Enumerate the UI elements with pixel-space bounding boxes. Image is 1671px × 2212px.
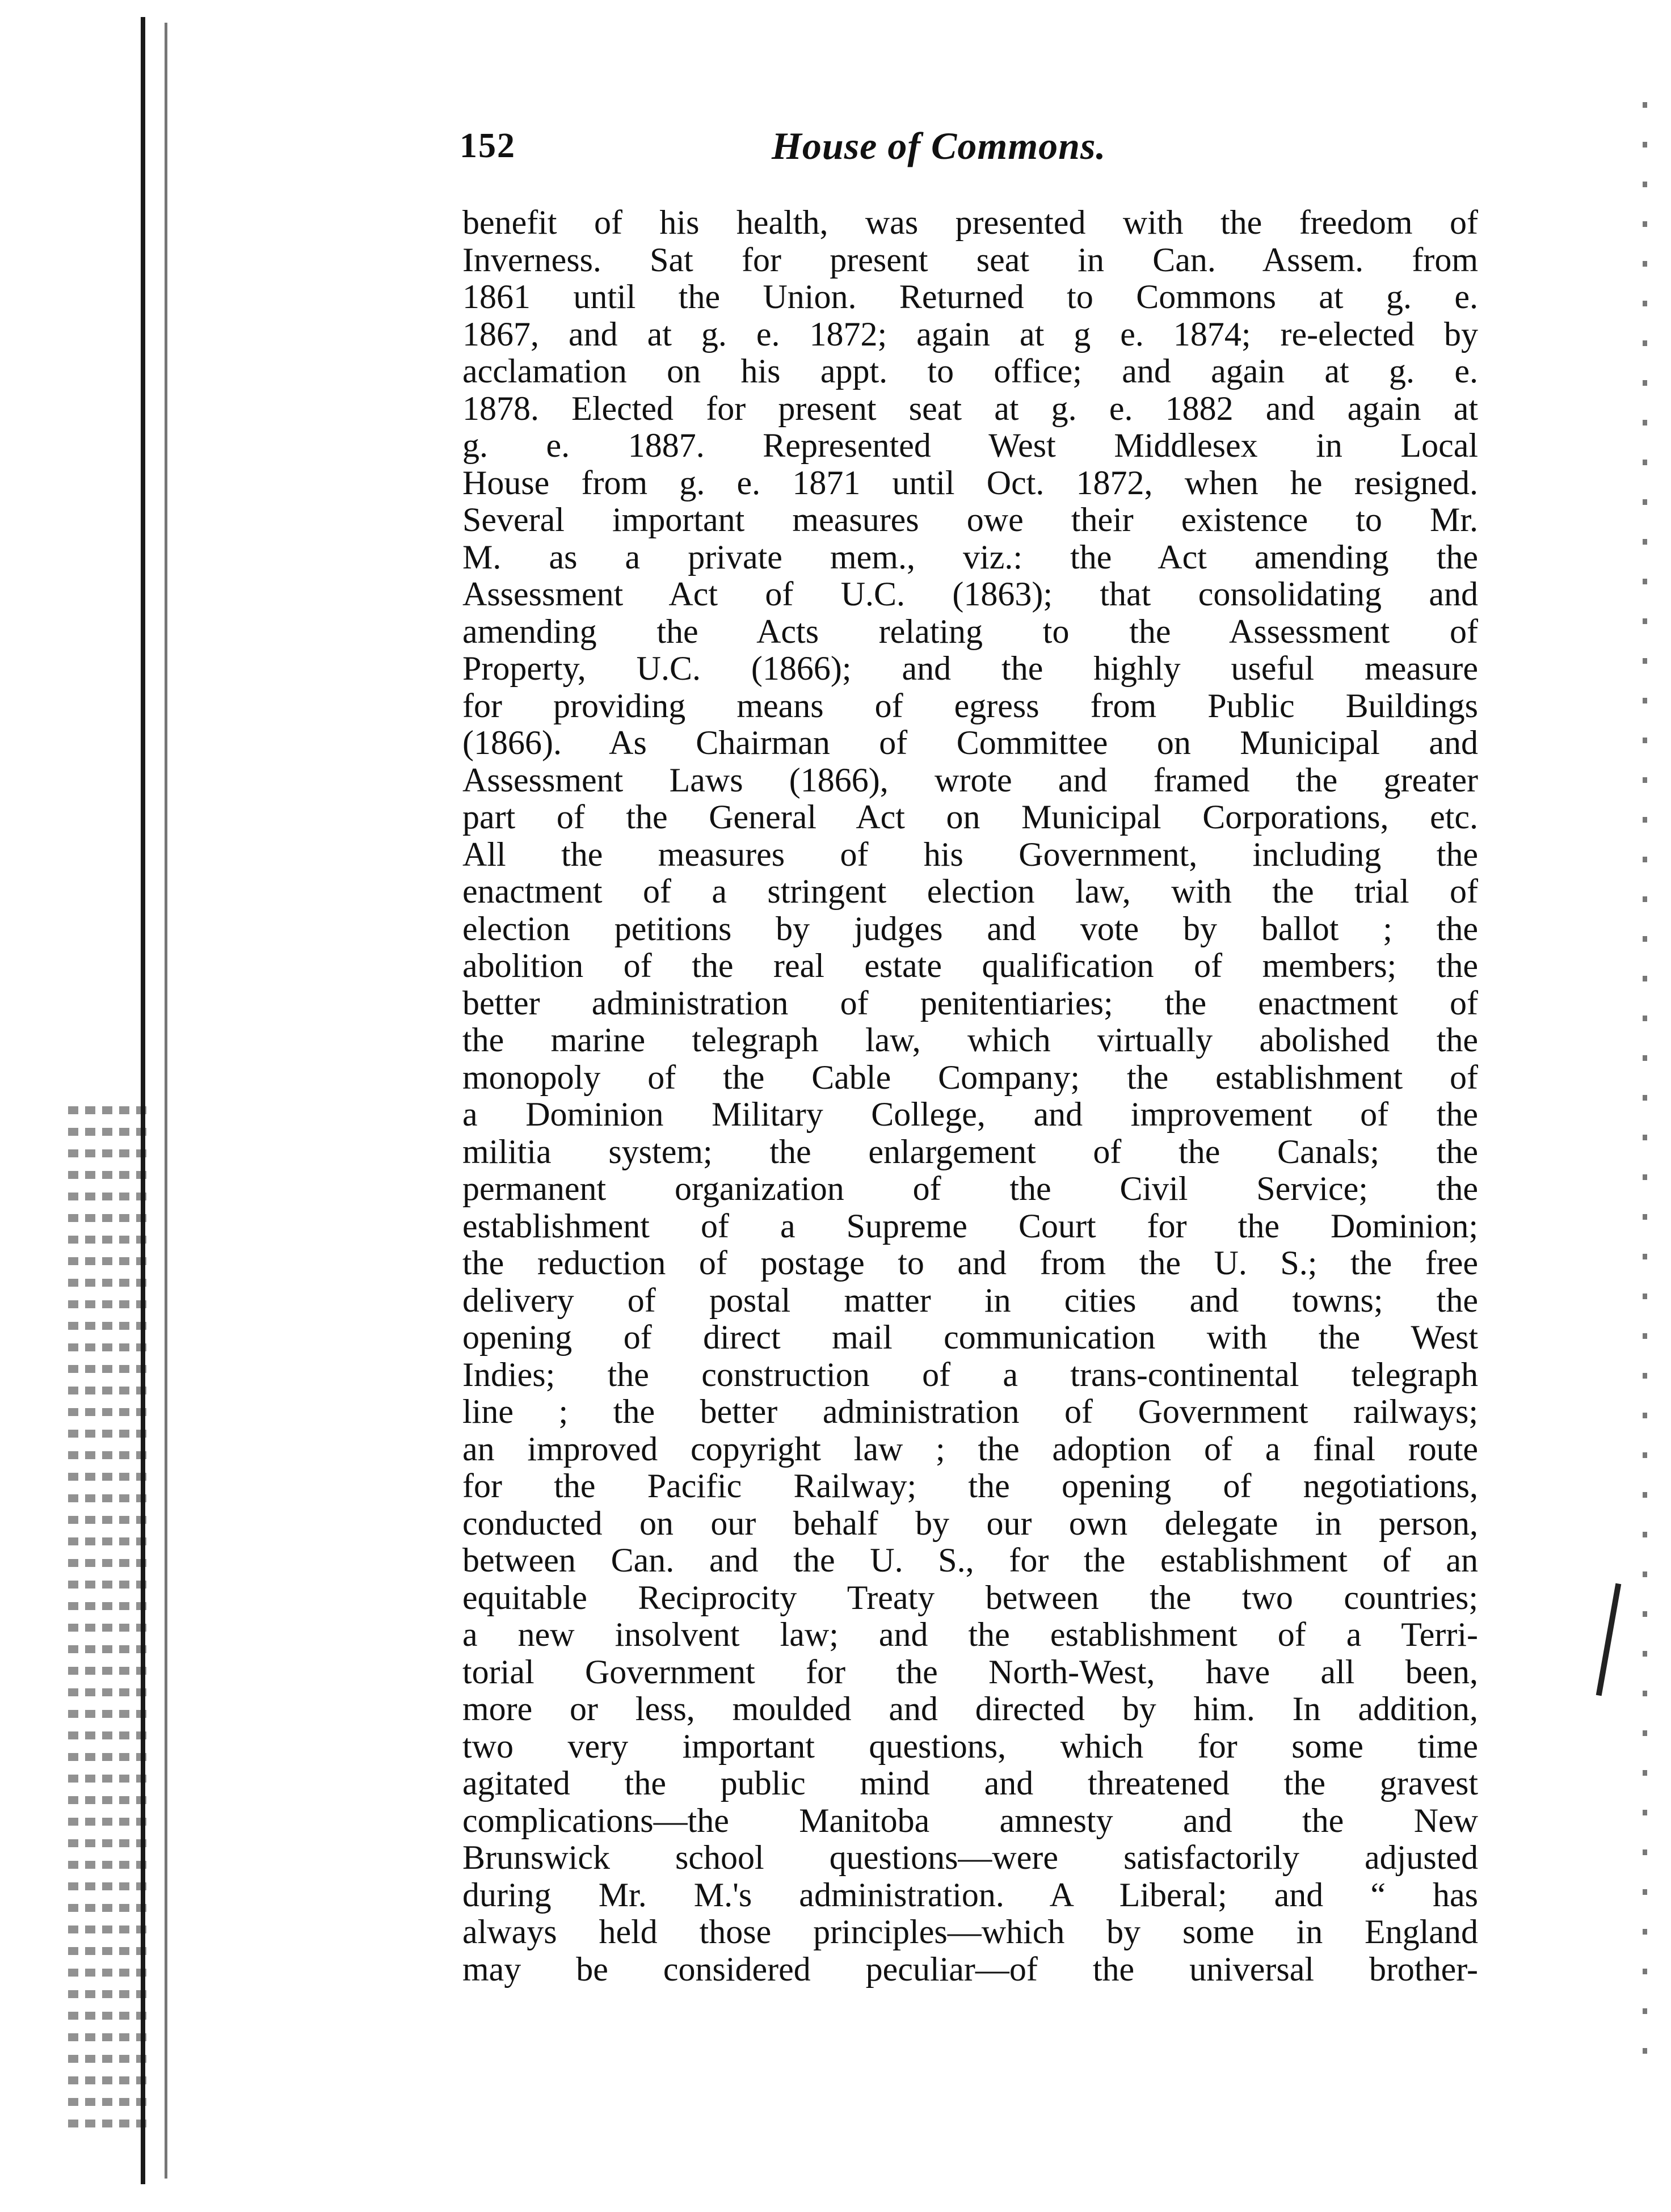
text-line: between Can. and the U. S., for the establishment of an <box>462 1541 1478 1579</box>
text-line: 1861 until the Union. Returned to Commons at g. e. <box>462 278 1478 315</box>
text-line: Brunswick school questions—were satisfactorily adjusted <box>462 1839 1478 1876</box>
text-line: equitable Reciprocity Treaty between the two countries; <box>462 1578 1478 1616</box>
text-line: an improved copyright law ; the adoption of a final route <box>462 1430 1478 1468</box>
body-text <box>462 204 1478 1988</box>
text-line: monopoly of the Cable Company; the establishment of <box>462 1058 1478 1096</box>
text-line: line ; the better administration of Government railways; <box>462 1393 1478 1430</box>
text-line: acclamation on his appt. to office; and again at g. e. <box>462 352 1478 390</box>
text-line: always held those principles—which by some in England <box>462 1913 1478 1950</box>
text-line: M. as a private mem., viz.: the Act amending the <box>462 538 1478 576</box>
margin-scratch-mark <box>1596 1583 1622 1696</box>
text-line: may be considered peculiar—of the universal brother- <box>462 1950 1478 1988</box>
text-line: g. e. 1887. Represented West Middlesex in Local <box>462 427 1478 464</box>
running-title: House of Commons. <box>772 124 1106 167</box>
text-line: 1878. Elected for present seat at g. e. 1882 and again at <box>462 389 1478 427</box>
text-line: establishment of a Supreme Court for the Dominion; <box>462 1207 1478 1245</box>
text-line: Assessment Act of U.C. (1863); that consolidating and <box>462 575 1478 613</box>
text-line: better administration of penitentiaries; the enactment of <box>462 984 1478 1022</box>
text-line: Assessment Laws (1866), wrote and framed the greater <box>462 761 1478 799</box>
text-line: Indies; the construction of a trans-continental telegraph <box>462 1355 1478 1393</box>
text-line: torial Government for the North-West, have all been, <box>462 1653 1478 1691</box>
text-line: conducted on our behalf by our own delegate in person, <box>462 1504 1478 1542</box>
gutter-scan-marks <box>68 1106 153 2127</box>
right-edge-scan-marks <box>1643 102 1647 2088</box>
text-line: for providing means of egress from Public Buildings <box>462 686 1478 724</box>
text-line: election petitions by judges and vote by ballot ; the <box>462 909 1478 947</box>
page-number: 152 <box>460 127 516 165</box>
running-head <box>460 113 1481 176</box>
text-line: permanent organization of the Civil Service; the <box>462 1170 1478 1207</box>
text-line: abolition of the real estate qualification of members; the <box>462 947 1478 984</box>
text-line: during Mr. M.'s administration. A Liberal; and “ has <box>462 1876 1478 1914</box>
text-line: complications—the Manitoba amnesty and the New <box>462 1801 1478 1839</box>
text-line: Inverness. Sat for present seat in Can. Assem. from <box>462 241 1478 279</box>
text-line: the marine telegraph law, which virtually abolished the <box>462 1021 1478 1059</box>
text-line: the reduction of postage to and from the U. S.; the free <box>462 1244 1478 1282</box>
text-line: more or less, moulded and directed by him. In addition, <box>462 1690 1478 1728</box>
text-line: House from g. e. 1871 until Oct. 1872, when he resigned. <box>462 464 1478 502</box>
text-line: agitated the public mind and threatened the gravest <box>462 1764 1478 1802</box>
text-line: Property, U.C. (1866); and the highly useful measure <box>462 650 1478 687</box>
text-line: delivery of postal matter in cities and towns; the <box>462 1281 1478 1319</box>
text-line: All the measures of his Government, including the <box>462 835 1478 873</box>
text-line: a Dominion Military College, and improvement of the <box>462 1096 1478 1133</box>
text-line: a new insolvent law; and the establishment of a Terri- <box>462 1616 1478 1653</box>
text-line: benefit of his health, was presented with the freedom of <box>462 204 1478 241</box>
text-line: for the Pacific Railway; the opening of negotiations, <box>462 1467 1478 1505</box>
text-line: two very important questions, which for some time <box>462 1727 1478 1765</box>
text-line: 1867, and at g. e. 1872; again at g e. 1874; re-elected by <box>462 315 1478 353</box>
binding-edge-line-secondary <box>165 23 167 2179</box>
text-line: opening of direct mail communication with the West <box>462 1318 1478 1356</box>
text-line: (1866). As Chairman of Committee on Municipal and <box>462 724 1478 761</box>
text-line: enactment of a stringent election law, with the trial of <box>462 873 1478 910</box>
text-line: militia system; the enlargement of the Canals; the <box>462 1132 1478 1170</box>
text-line: Several important measures owe their existence to Mr. <box>462 501 1478 538</box>
text-line: amending the Acts relating to the Assessment of <box>462 612 1478 650</box>
text-line: part of the General Act on Municipal Corporations, etc. <box>462 798 1478 836</box>
